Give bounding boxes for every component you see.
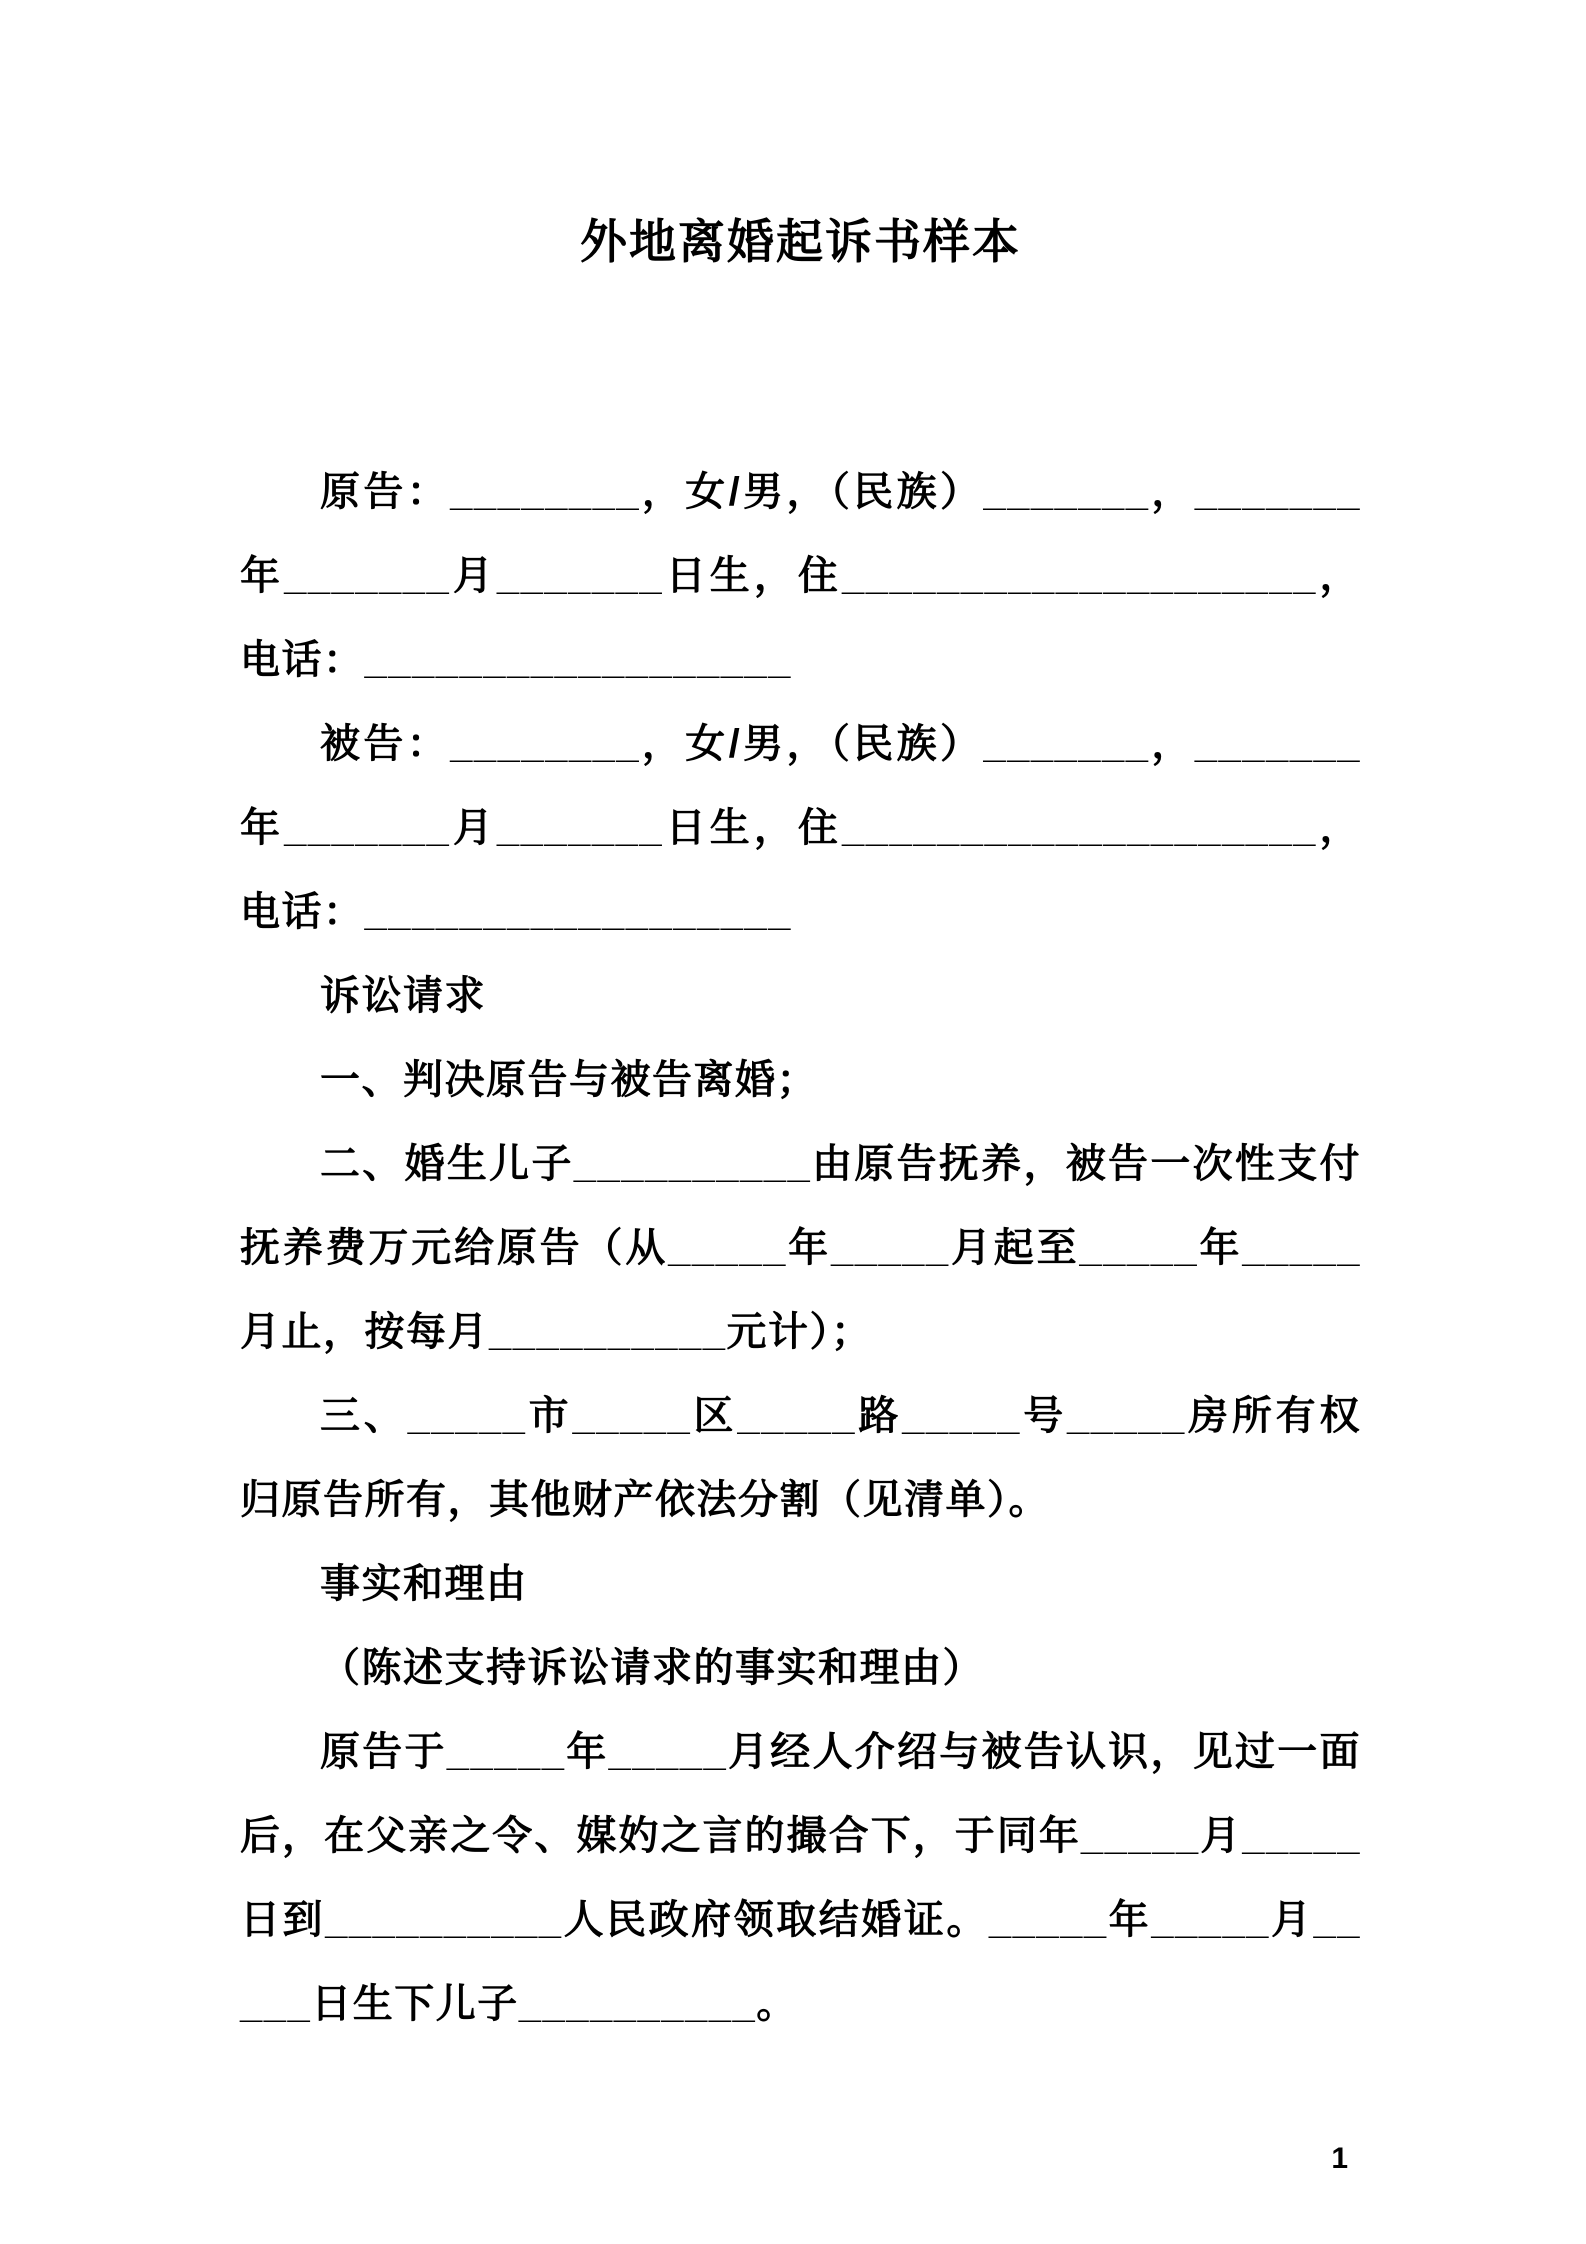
document-title: 外地离婚起诉书样本 xyxy=(580,215,1021,268)
paragraph-plaintiff: 原告：________，女/男，（民族）_______，_______年_______月_______日生，住____________________，电话：__________________ xyxy=(240,470,1361,682)
claim-item-3: 三、_____市_____区_____路_____号_____房所有权归原告所有，其他财产依法分割（见清单）。 xyxy=(240,1394,1361,1522)
paragraph-defendant: 被告：________，女/男，（民族）_______，_______年_______月_______日生，住____________________，电话：__________________ xyxy=(240,722,1361,934)
page-number: 1 xyxy=(1331,2142,1348,2175)
claim-item-1: 一、判决原告与被告离婚； xyxy=(320,1058,818,1102)
heading-claims: 诉讼请求 xyxy=(320,974,486,1018)
facts-note: （陈述支持诉讼请求的事实和理由） xyxy=(320,1646,984,1690)
facts-body: 原告于_____年_____月经人介绍与被告认识，见过一面后，在父亲之令、媒妁之言的撮合下，于同年_____月_____日到__________人民政府领取结婚证。_____年_____月_____日生下儿子__________。 xyxy=(240,1730,1361,2026)
claim-item-2: 二、婚生儿子__________由原告抚养，被告一次性支付抚养费万元给原告（从_____年_____月起至_____年_____月止，按每月__________元计）； xyxy=(240,1142,1361,1354)
heading-facts: 事实和理由 xyxy=(320,1562,528,1606)
